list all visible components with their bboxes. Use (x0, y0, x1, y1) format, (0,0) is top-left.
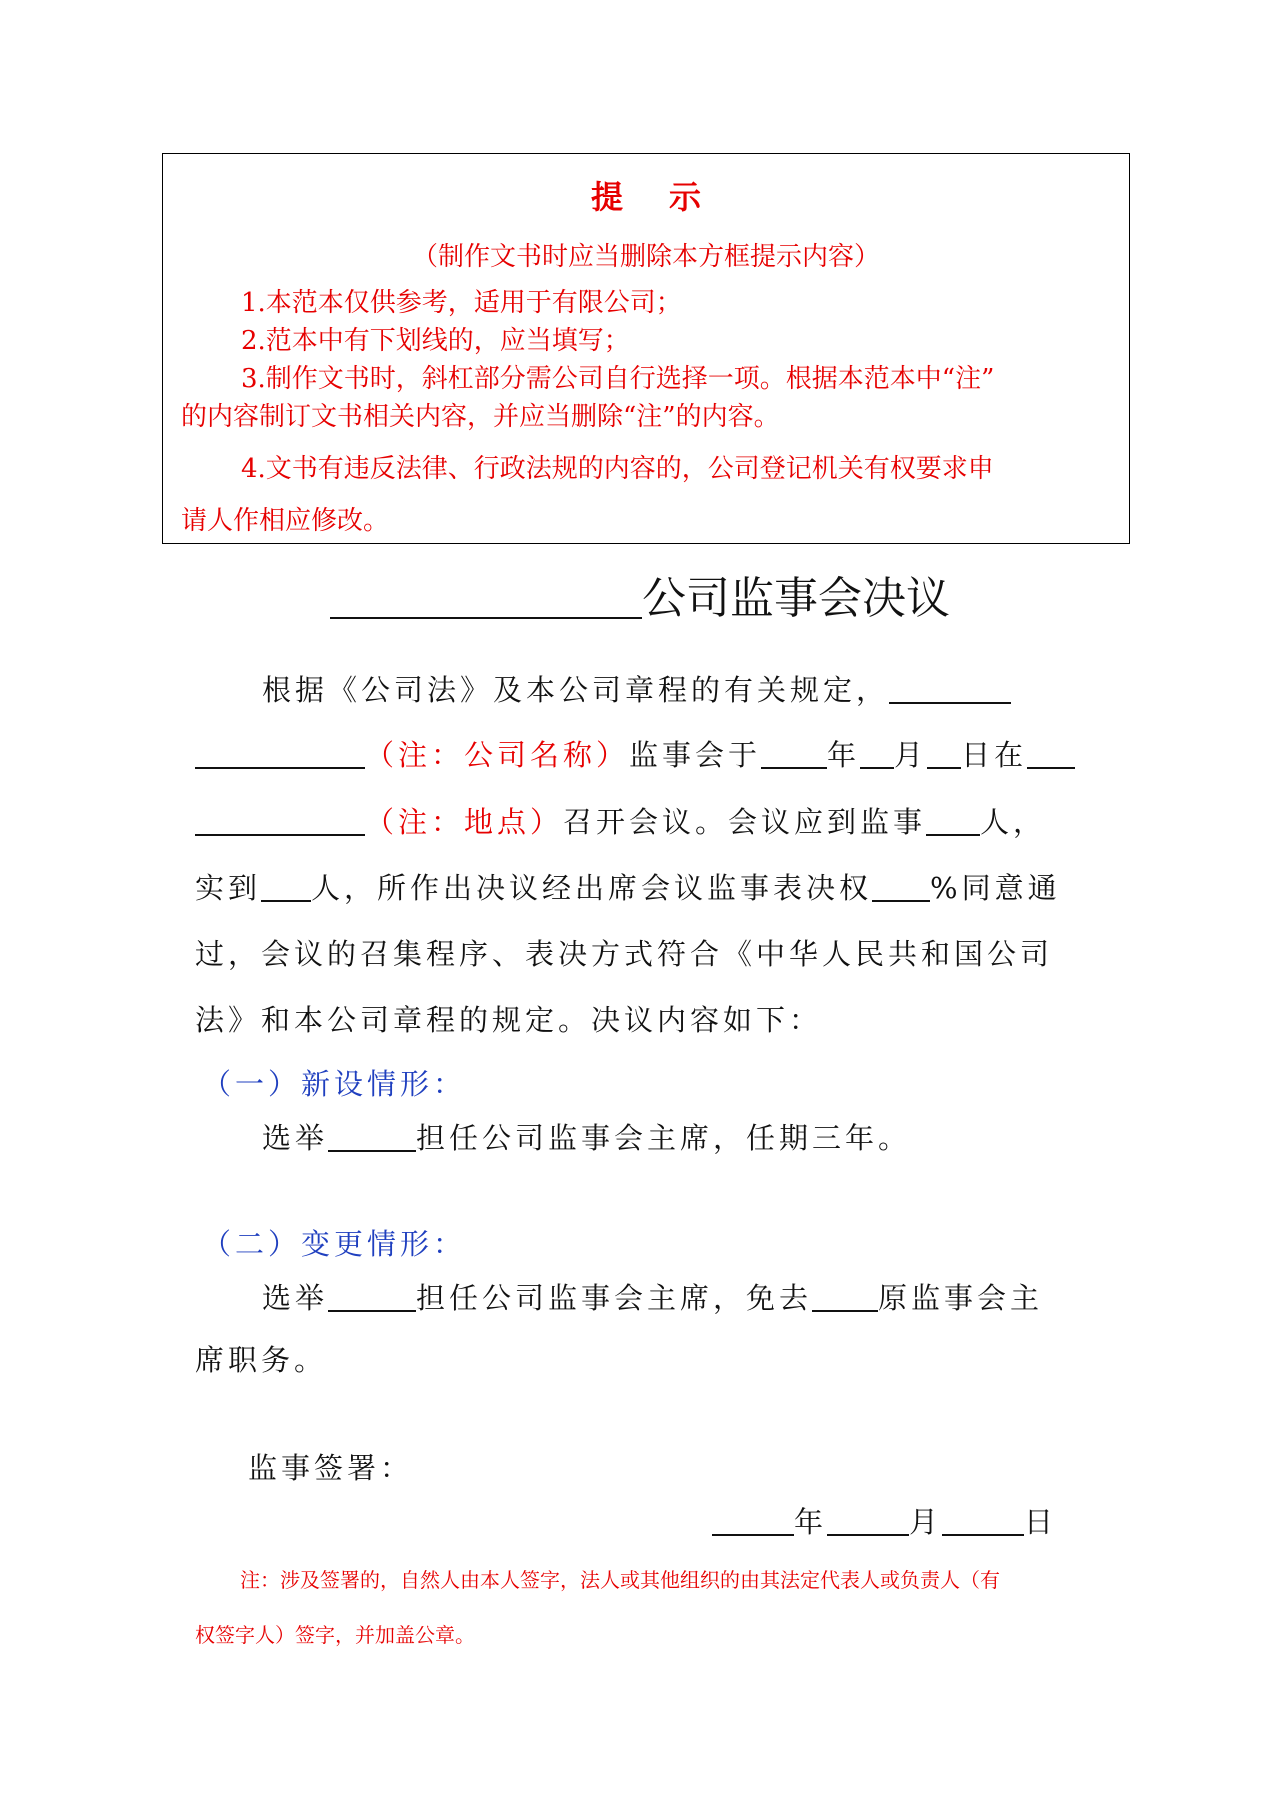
note-place: （注：地点） (365, 805, 564, 839)
body-text: 年 (827, 738, 861, 772)
body-text: 原监事会主 (878, 1281, 1044, 1315)
section-2-heading: （二）变更情形： (202, 1227, 467, 1261)
body-line-6: 法》和本公司章程的规定。决议内容如下： (195, 1003, 823, 1037)
body-text: 根据《公司法》及本公司章程的有关规定， (262, 673, 890, 707)
notice-item-4a: 4.文书有违反法律、行政法规的内容的，公司登记机关有权要求申 (241, 454, 994, 484)
company-name-field-b[interactable] (195, 737, 365, 769)
place-field-a[interactable] (1027, 737, 1075, 769)
footnote-line-2: 权签字人）签字，并加盖公章。 (195, 1623, 475, 1647)
body-text: %同意通 (930, 871, 1061, 905)
body-text: 人， (980, 805, 1047, 839)
sign-year-field[interactable] (712, 1504, 794, 1536)
signature-date (712, 1502, 1057, 1542)
section-2-text (262, 1278, 1043, 1318)
vote-percent-field[interactable] (872, 870, 930, 902)
notice-item-1: 1.本范本仅供参考，适用于有限公司； (241, 288, 682, 318)
notice-item-3b: 的内容制订文书相关内容，并应当删除“注”的内容。 (181, 402, 780, 432)
place-field-b[interactable] (195, 804, 365, 836)
year-field[interactable] (761, 737, 827, 769)
sign-day-field[interactable] (942, 1504, 1024, 1536)
body-text: 月 (894, 738, 928, 772)
notice-item-4b: 请人作相应修改。 (181, 506, 390, 536)
notice-item-3a: 3.制作文书时，斜杠部分需公司自行选择一项。根据本范本中“注” (241, 364, 995, 394)
supervisors-expected-field[interactable] (926, 804, 980, 836)
day-field[interactable] (927, 737, 961, 769)
section-1-text (262, 1118, 911, 1158)
body-text: 担任公司监事会主席，任期三年。 (416, 1121, 912, 1155)
chairman-name-field-1[interactable] (328, 1120, 416, 1152)
body-text: 选举 (262, 1281, 329, 1315)
note-company-name: （注：公司名称） (365, 738, 630, 772)
body-text: 人，所作出决议经出席会议监事表决权 (311, 871, 873, 905)
former-chairman-field[interactable] (812, 1280, 878, 1312)
body-text: 日在 (961, 738, 1028, 772)
month-field[interactable] (860, 737, 894, 769)
body-line-4 (195, 868, 1061, 908)
body-text: 监事会于 (629, 738, 762, 772)
section-2-text-cont: 席职务。 (195, 1343, 328, 1377)
body-text: 担任公司监事会主席，免去 (416, 1281, 813, 1315)
company-name-field-a[interactable] (889, 672, 1011, 704)
body-text: 日 (1024, 1505, 1058, 1539)
notice-subtitle: （制作文书时应当删除本方框提示内容） (411, 242, 880, 272)
signature-label: 监事签署： (248, 1451, 414, 1485)
chairman-name-field-2[interactable] (328, 1280, 416, 1312)
body-text: 实到 (195, 871, 262, 905)
body-line-1 (262, 670, 1011, 710)
body-line-5: 过，会议的召集程序、表决方式符合《中华人民共和国公司 (195, 937, 1054, 971)
notice-item-2: 2.范本中有下划线的，应当填写； (241, 326, 630, 356)
body-text: 选举 (262, 1121, 329, 1155)
notice-title: 提示 (590, 178, 747, 216)
body-text: 月 (909, 1505, 943, 1539)
section-1-heading: （一）新设情形： (202, 1067, 467, 1101)
body-line-3 (195, 802, 1046, 842)
body-line-2 (195, 735, 1075, 775)
supervisors-present-field[interactable] (261, 870, 311, 902)
document-title-text: 公司监事会决议 (642, 573, 950, 624)
sign-month-field[interactable] (827, 1504, 909, 1536)
body-text: 召开会议。会议应到监事 (563, 805, 927, 839)
footnote-line-1: 注：涉及签署的，自然人由本人签字，法人或其他组织的由其法定代表人或负责人（有 (240, 1568, 1000, 1592)
body-text: 年 (794, 1505, 828, 1539)
company-name-blank[interactable] (330, 577, 642, 619)
notice-box (162, 153, 1130, 544)
document-title (0, 562, 1280, 626)
